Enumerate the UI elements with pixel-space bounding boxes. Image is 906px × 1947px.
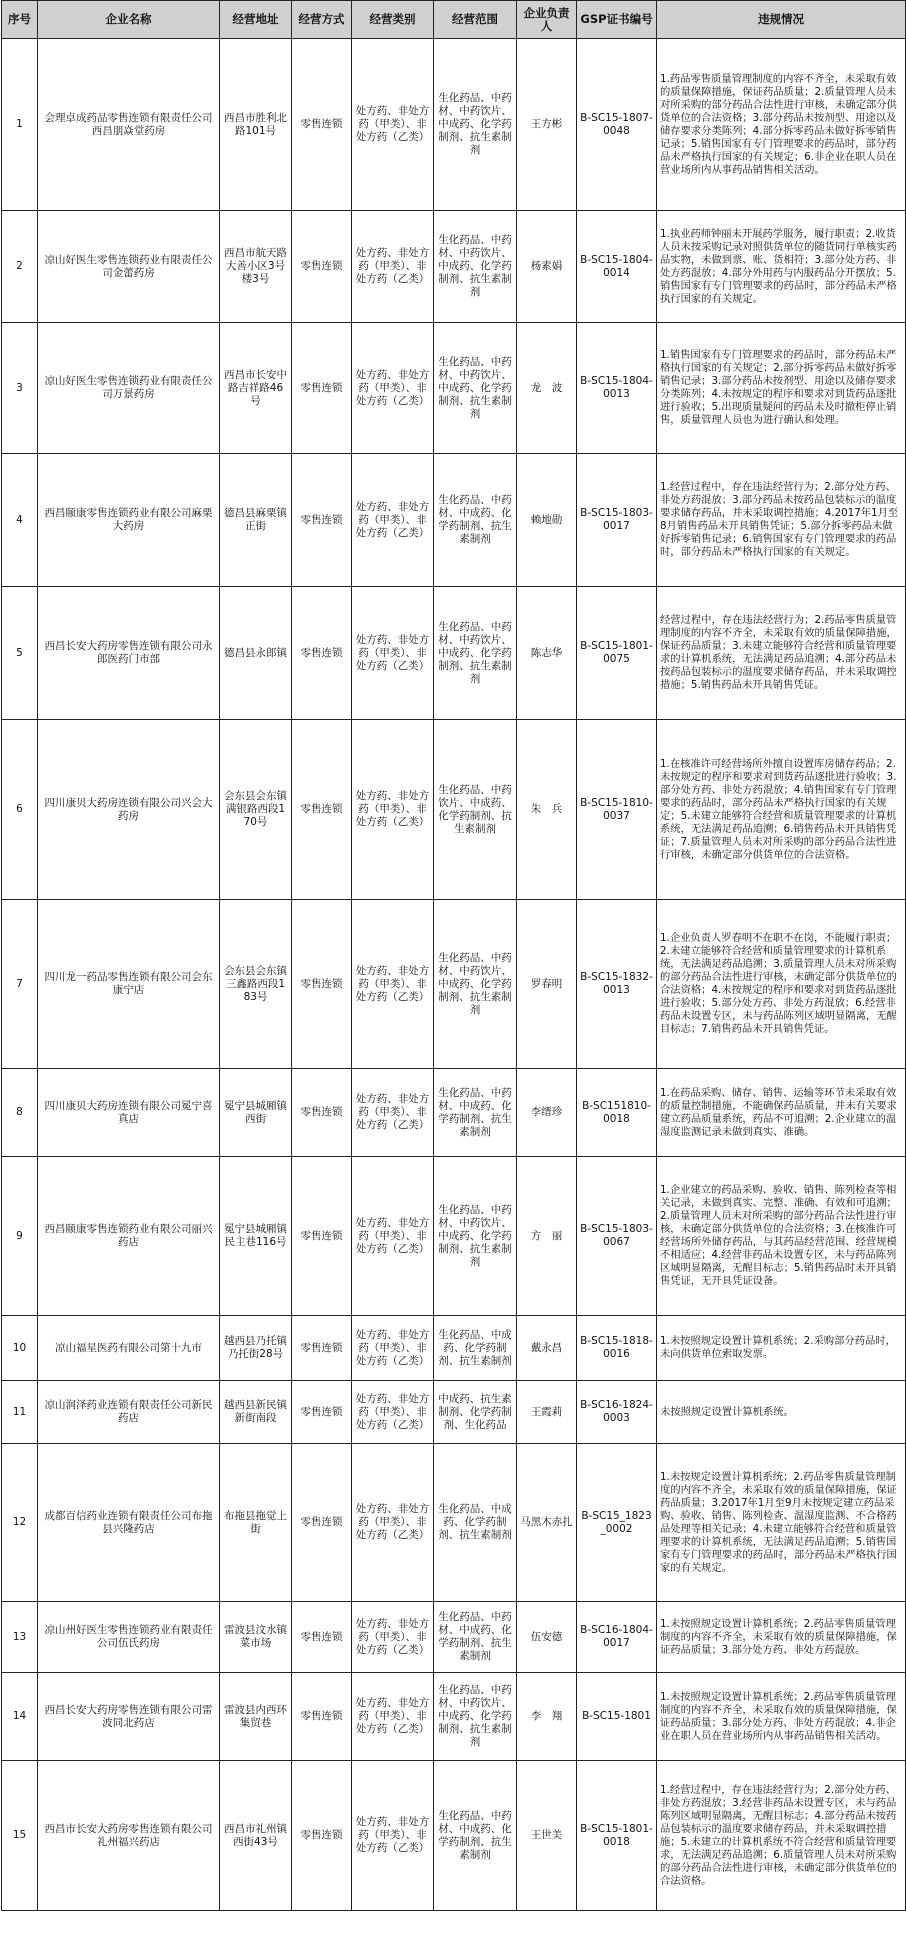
cell-name: 凉山好医生零售连锁药业有限责任公司金蕾药房 [38,211,220,323]
cell-scope: 生化药品、中成药、化学药制剂、抗生素制剂 [434,1316,517,1381]
header-no: 序号 [2,1,38,39]
cell-no: 10 [2,1316,38,1381]
cell-name: 四川龙一药品零售连锁有限公司会东康宁店 [38,900,220,1069]
cell-no: 5 [2,587,38,720]
cell-mode: 零售连锁 [292,323,352,454]
cell-scope: 生化药品、中药材、中成药、化学药制剂、抗生素制剂 [434,1069,517,1157]
cell-name: 四川康贝大药房连锁有限公司冕宁喜真店 [38,1069,220,1157]
cell-category: 处方药、非处方药（甲类）、非处方药（乙类） [352,1381,434,1444]
cell-gsp: B-SC15_1823_0002 [577,1444,657,1602]
cell-gsp: B-SC15-1810-0037 [577,720,657,900]
cell-name: 四川康贝大药房连锁有限公司兴会大药房 [38,720,220,900]
cell-violation: 1.未按照规定设置计算机系统；2.药品零售质量管理制度的内容不齐全，未采取有效的质量保障措施，保证药品质量；3.部分处方药、非处方药混放。 [657,1602,906,1673]
cell-mode: 零售连锁 [292,900,352,1069]
cell-no: 2 [2,211,38,323]
cell-name: 西昌长安大药房零售连锁有限公司永郎医药门市部 [38,587,220,720]
table-body [2,39,906,1911]
cell-gsp: B-SC16-1804-0017 [577,1602,657,1673]
cell-leader: 李缙珍 [517,1069,577,1157]
table-row [2,39,906,211]
cell-leader: 王方彬 [517,39,577,211]
cell-scope: 生化药品、中药材、中成药、化学药制剂、抗生素制剂 [434,1602,517,1673]
cell-leader: 马黑木赤扎 [517,1444,577,1602]
cell-name: 凉山好医生零售连锁药业有限责任公司万景药房 [38,323,220,454]
cell-mode: 零售连锁 [292,720,352,900]
cell-address: 冕宁县城厢镇民主巷116号 [220,1157,292,1316]
cell-category: 处方药、非处方药（甲类）、非处方药（乙类） [352,1444,434,1602]
violations-table [1,0,906,1911]
table-row [2,211,906,323]
cell-name: 西昌长安大药房零售连锁有限公司雷波同北药店 [38,1673,220,1761]
cell-mode: 零售连锁 [292,1444,352,1602]
cell-scope: 生化药品、中药材、中药饮片、中成药、化学药制剂、抗生素制剂 [434,323,517,454]
header-mode: 经营方式 [292,1,352,39]
cell-leader: 伍安德 [517,1602,577,1673]
cell-no: 1 [2,39,38,211]
cell-leader: 赖地勋 [517,454,577,587]
cell-gsp: B-SC15-1818-0016 [577,1316,657,1381]
cell-scope: 中成药、抗生素制剂、化学药制剂、生化药品 [434,1381,517,1444]
cell-violation: 未按照规定设置计算机系统。 [657,1381,906,1444]
cell-no: 15 [2,1761,38,1911]
table-row [2,1602,906,1673]
cell-violation: 1.在药品采购、储存、销售、运输等环节未采取有效的质量控制措施，不能确保药品质量，并未有关要求建立药品质量系统，药品不可追溯；2.企业建立的温湿度监测记录未做到真实、准确。 [657,1069,906,1157]
cell-leader: 王霞莉 [517,1381,577,1444]
header-scope: 经营范围 [434,1,517,39]
header-leader: 企业负责人 [517,1,577,39]
header-address: 经营地址 [220,1,292,39]
cell-violation: 1.执业药师钟丽未开展药学服务，履行职责；2.收货人员未按采购记录对照供货单位的随货同行单核实药品实物，未做到票、账、货相符；3.部分处方药、非处方药混放；4.部分外用药与内服药品分开摆放；5.销售国家有专门管理要求的药品时，部分药品未严格执行国家的有关规定。 [657,211,906,323]
cell-no: 14 [2,1673,38,1761]
cell-name: 凉山润泽药业连锁有限责任公司新民药店 [38,1381,220,1444]
header-category: 经营类别 [352,1,434,39]
cell-violation: 1.企业建立的药品采购、验收、销售、陈列检查等相关记录，未做到真实、完整、准确、有效和可追溯；2.质量管理人员未对所采购的部分药品合法性进行审核，未确定部分供货单位的合法资格；3.在核准许可经营场所外储存药品，与其药品经营范围、经营规模不相适应；4.经营非药品未设置专区，未与药品陈列区域明显隔离，无醒目标志；5.销售药品时未开具销售凭证，无开具凭证设备。 [657,1157,906,1316]
cell-no: 8 [2,1069,38,1157]
cell-category: 处方药、非处方药（甲类）、非处方药（乙类） [352,1157,434,1316]
cell-category: 处方药、非处方药（甲类）、非处方药（乙类） [352,1069,434,1157]
cell-violation: 1.未按照规定设置计算机系统；2.药品零售质量管理制度的内容不齐全，未采取有效的质量保障措施，保证药品质量；3.部分处方药、非处方药混放；4.非企业在职人员在营业场所内从事药品销售相关活动。 [657,1673,906,1761]
cell-category: 处方药、非处方药（甲类）、非处方药（乙类） [352,1673,434,1761]
table-row [2,900,906,1069]
cell-scope: 生化药品、中药材、中成药、化学药制剂、抗生素制剂 [434,454,517,587]
cell-category: 处方药、非处方药（甲类）、非处方药（乙类） [352,900,434,1069]
header-gsp: GSP证书编号 [577,1,657,39]
cell-scope: 生化药品、中药材、中药饮片、中成药、化学药制剂、抗生素制剂 [434,39,517,211]
cell-address: 冕宁县城厢镇西街 [220,1069,292,1157]
cell-scope: 生化药品、中药材、中成药、化学药制剂、抗生素制剂 [434,1761,517,1911]
cell-scope: 生化药品、中药材、中药饮片、中成药、化学药制剂、抗生素制剂 [434,587,517,720]
cell-category: 处方药、非处方药（甲类）、非处方药（乙类） [352,1602,434,1673]
cell-no: 11 [2,1381,38,1444]
header-row [2,1,906,39]
table-row [2,1444,906,1602]
cell-leader: 方 丽 [517,1157,577,1316]
cell-mode: 零售连锁 [292,1673,352,1761]
cell-gsp: B-SC15-1804-0014 [577,211,657,323]
cell-name: 凉山福星医药有限公司第十九市 [38,1316,220,1381]
table-row [2,323,906,454]
cell-gsp: B-SC15-1801-0018 [577,1761,657,1911]
cell-gsp: B-SC15-1801-0075 [577,587,657,720]
cell-name: 西昌颐康零售连锁药业有限公司丽兴药店 [38,1157,220,1316]
cell-mode: 零售连锁 [292,39,352,211]
cell-address: 西昌市胜利北路101号 [220,39,292,211]
cell-category: 处方药、非处方药（甲类）、非处方药（乙类） [352,454,434,587]
cell-leader: 陈志华 [517,587,577,720]
cell-name: 凉山州好医生零售连锁药业有限责任公司伍氏药房 [38,1602,220,1673]
cell-scope: 生化药品、中成药、化学药制剂、抗生素制剂 [434,1444,517,1602]
cell-gsp: B-SC15-1801 [577,1673,657,1761]
cell-violation: 1.在核准许可经营场所外擅自设置库房储存药品；2.未按规定的程序和要求对到货药品逐批进行验收；3.部分处方药、非处方药混放；4.销售国家有专门管理要求的药品时，部分药品未严格执行国家的有关规定；5.未建立能够符合经营和质量管理要求的计算机系统，无法满足药品追溯；6.销售药品未开具销售凭证；7.质量管理人员未对所采购的部分药品合法性进行审核，未确定部分供货单位的合法资格。 [657,720,906,900]
cell-mode: 零售连锁 [292,454,352,587]
cell-mode: 零售连锁 [292,1381,352,1444]
cell-category: 处方药、非处方药（甲类）、非处方药（乙类） [352,720,434,900]
cell-mode: 零售连锁 [292,1069,352,1157]
cell-name: 成都百信药业连锁有限责任公司布拖县兴隆药店 [38,1444,220,1602]
cell-address: 雷波县内西环集贸巷 [220,1673,292,1761]
cell-scope: 生化药品、中药材、中药饮片、中成药、化学药制剂、抗生素制剂 [434,211,517,323]
cell-leader: 戴永昌 [517,1316,577,1381]
cell-violation: 经营过程中，存在违法经营行为；2.药品零售质量管理制度的内容不齐全，未采取有效的质量保障措施，保证药品质量；3.未建立能够符合经营和质量管理要求的计算机系统，无法满足药品追溯；4.部分药品未按药品包装标示的温度要求储存药品，并未采取调控措施；5.销售药品未开具销售凭证。 [657,587,906,720]
cell-address: 德昌县永郎镇 [220,587,292,720]
cell-leader: 罗春明 [517,900,577,1069]
cell-violation: 1.药品零售质量管理制度的内容不齐全，未采取有效的质量保障措施，保证药品质量；2.质量管理人员未对所采购的部分药品合法性进行审核，未确定部分供货单位的合法资格；3.部分药品未按剂型、用途以及储存要求分类陈列；4.部分拆零药品未做好拆零销售记录；5.销售国家有专门管理要求的药品时，部分药品未严格执行国家的有关规定；6.非企业在职人员在营业场所内从事药品销售相关活动。 [657,39,906,211]
cell-leader: 龙 波 [517,323,577,454]
cell-violation: 1.经营过程中，存在违法经营行为；2.部分处方药、非处方药混放；3.部分药品未按药品包装标示的温度要求储存药品，并未采取调控措施；4.2017年1月至8月销售药品未开具销售凭证；5.部分拆零药品未做好拆零销售记录；6.销售国家有专门管理要求的药品时，部分药品未严格执行国家的有关规定。 [657,454,906,587]
cell-address: 西昌市航天路大善小区3号楼3号 [220,211,292,323]
cell-violation: 1.经营过程中，存在违法经营行为；2.部分处方药、非处方药混放；3.经营非药品未设置专区，未与药品陈列区域明显隔离，无醒目标志；4.部分药品未按药品包装标示的温度要求储存药品，并未采取调控措施；5.未建立的计算机系统不符合经营和质量管理要求，无法满足药品追溯；6.质量管理人员未对所采购的部分药品合法性进行审核，未确定部分供货单位的合法资格。 [657,1761,906,1911]
cell-category: 处方药、非处方药（甲类）、非处方药（乙类） [352,323,434,454]
cell-gsp: B-SC15-1803-0017 [577,454,657,587]
cell-address: 西昌市礼州镇西街43号 [220,1761,292,1911]
cell-address: 越西县乃托镇乃托街28号 [220,1316,292,1381]
header-violation: 违规情况 [657,1,906,39]
cell-mode: 零售连锁 [292,211,352,323]
cell-category: 处方药、非处方药（甲类）、非处方药（乙类） [352,1761,434,1911]
table-row [2,1069,906,1157]
cell-mode: 零售连锁 [292,1761,352,1911]
cell-gsp: B-SC15-1832-0013 [577,900,657,1069]
cell-address: 会东县会东镇满银路西段170号 [220,720,292,900]
cell-no: 9 [2,1157,38,1316]
table-row [2,587,906,720]
cell-no: 4 [2,454,38,587]
cell-address: 越西县新民镇新街南段 [220,1381,292,1444]
cell-scope: 生化药品、中药饮片、中成药、化学药制剂、抗生素制剂 [434,720,517,900]
cell-scope: 生化药品、中药材、中药饮片、中成药、化学药制剂、抗生素制剂 [434,1673,517,1761]
table-row [2,720,906,900]
cell-mode: 零售连锁 [292,1316,352,1381]
cell-address: 西昌市长安中路吉祥路46号 [220,323,292,454]
cell-violation: 1.销售国家有专门管理要求的药品时，部分药品未严格执行国家的有关规定；2.部分拆零药品未做好拆零销售记录；3.部分药品未按剂型、用途以及储存要求分类陈列；4.未按规定的程序和要求对到货药品逐批进行验收；5.出现质量疑问的药品未及时撤柜停止销售，质量管理人员也为进行确认和处理。 [657,323,906,454]
cell-leader: 王世美 [517,1761,577,1911]
cell-leader: 朱 兵 [517,720,577,900]
table-row [2,1761,906,1911]
cell-no: 6 [2,720,38,900]
cell-address: 雷波县汶水镇菜市场 [220,1602,292,1673]
cell-address: 会东县会东镇三鑫路西段183号 [220,900,292,1069]
cell-category: 处方药、非处方药（甲类）、非处方药（乙类） [352,39,434,211]
table-row [2,454,906,587]
cell-gsp: B-SC15-1804-0013 [577,323,657,454]
cell-violation: 1.未按照规定设置计算机系统；2.采购部分药品时，未向供货单位索取发票。 [657,1316,906,1381]
table-row [2,1381,906,1444]
cell-name: 西昌市长安大药房零售连锁有限公司礼州福兴药店 [38,1761,220,1911]
table-row [2,1157,906,1316]
table-row [2,1673,906,1761]
cell-name: 会理卓成药品零售连锁有限责任公司西昌朋焱堂药房 [38,39,220,211]
cell-no: 3 [2,323,38,454]
cell-gsp: B-SC15-1803-0067 [577,1157,657,1316]
cell-violation: 1.企业负责人罗春明不在职不在岗，不能履行职责；2.未建立能够符合经营和质量管理要求的计算机系统，无法满足药品追溯；3.质量管理人员未对所采购的部分药品合法性进行审核，未确定部分供货单位的合法资格；4.未按规定的程序和要求对到货药品逐批进行验收；5.部分处方药、非处方药混放；6.经营非药品未设置专区，未与药品陈列区域明显隔离，无醒目标志；7.销售药品未开具销售凭证。 [657,900,906,1069]
header-name: 企业名称 [38,1,220,39]
cell-gsp: B-SC15-1807-0048 [577,39,657,211]
cell-violation: 1.未按规定设置计算机系统；2.药品零售质量管理制度的内容不齐全，未采取有效的质量保障措施，保证药品质量；3.2017年1月至9月未按规定建立药品采购、验收、销售、陈列检查、温湿度监测、不合格药品处理等相关记录；4.未建立能够符合经营和质量管理要求的计算机系统，无法满足药品追溯；5.销售国家有专门管理要求的药品时，部分药品未严格执行国家的有关规定。 [657,1444,906,1602]
cell-mode: 零售连锁 [292,1602,352,1673]
cell-address: 布拖县拖觉上街 [220,1444,292,1602]
cell-mode: 零售连锁 [292,1157,352,1316]
table-row [2,1316,906,1381]
cell-category: 处方药、非处方药（甲类）、非处方药（乙类） [352,211,434,323]
cell-scope: 生化药品、中药材、中药饮片、中成药、化学药制剂、抗生素制剂 [434,900,517,1069]
cell-no: 12 [2,1444,38,1602]
cell-mode: 零售连锁 [292,587,352,720]
cell-leader: 杨素娟 [517,211,577,323]
cell-name: 西昌颐康零售连锁药业有限公司麻栗大药房 [38,454,220,587]
cell-leader: 李 翔 [517,1673,577,1761]
cell-category: 处方药、非处方药（甲类）、非处方药（乙类） [352,1316,434,1381]
cell-no: 13 [2,1602,38,1673]
cell-no: 7 [2,900,38,1069]
cell-address: 德昌县麻栗镇正街 [220,454,292,587]
cell-scope: 生化药品、中药材、中药饮片、中成药、化学药制剂、抗生素制剂 [434,1157,517,1316]
cell-gsp: B-SC151810-0018 [577,1069,657,1157]
cell-category: 处方药、非处方药（甲类）、非处方药（乙类） [352,587,434,720]
cell-gsp: B-SC16-1824-0003 [577,1381,657,1444]
